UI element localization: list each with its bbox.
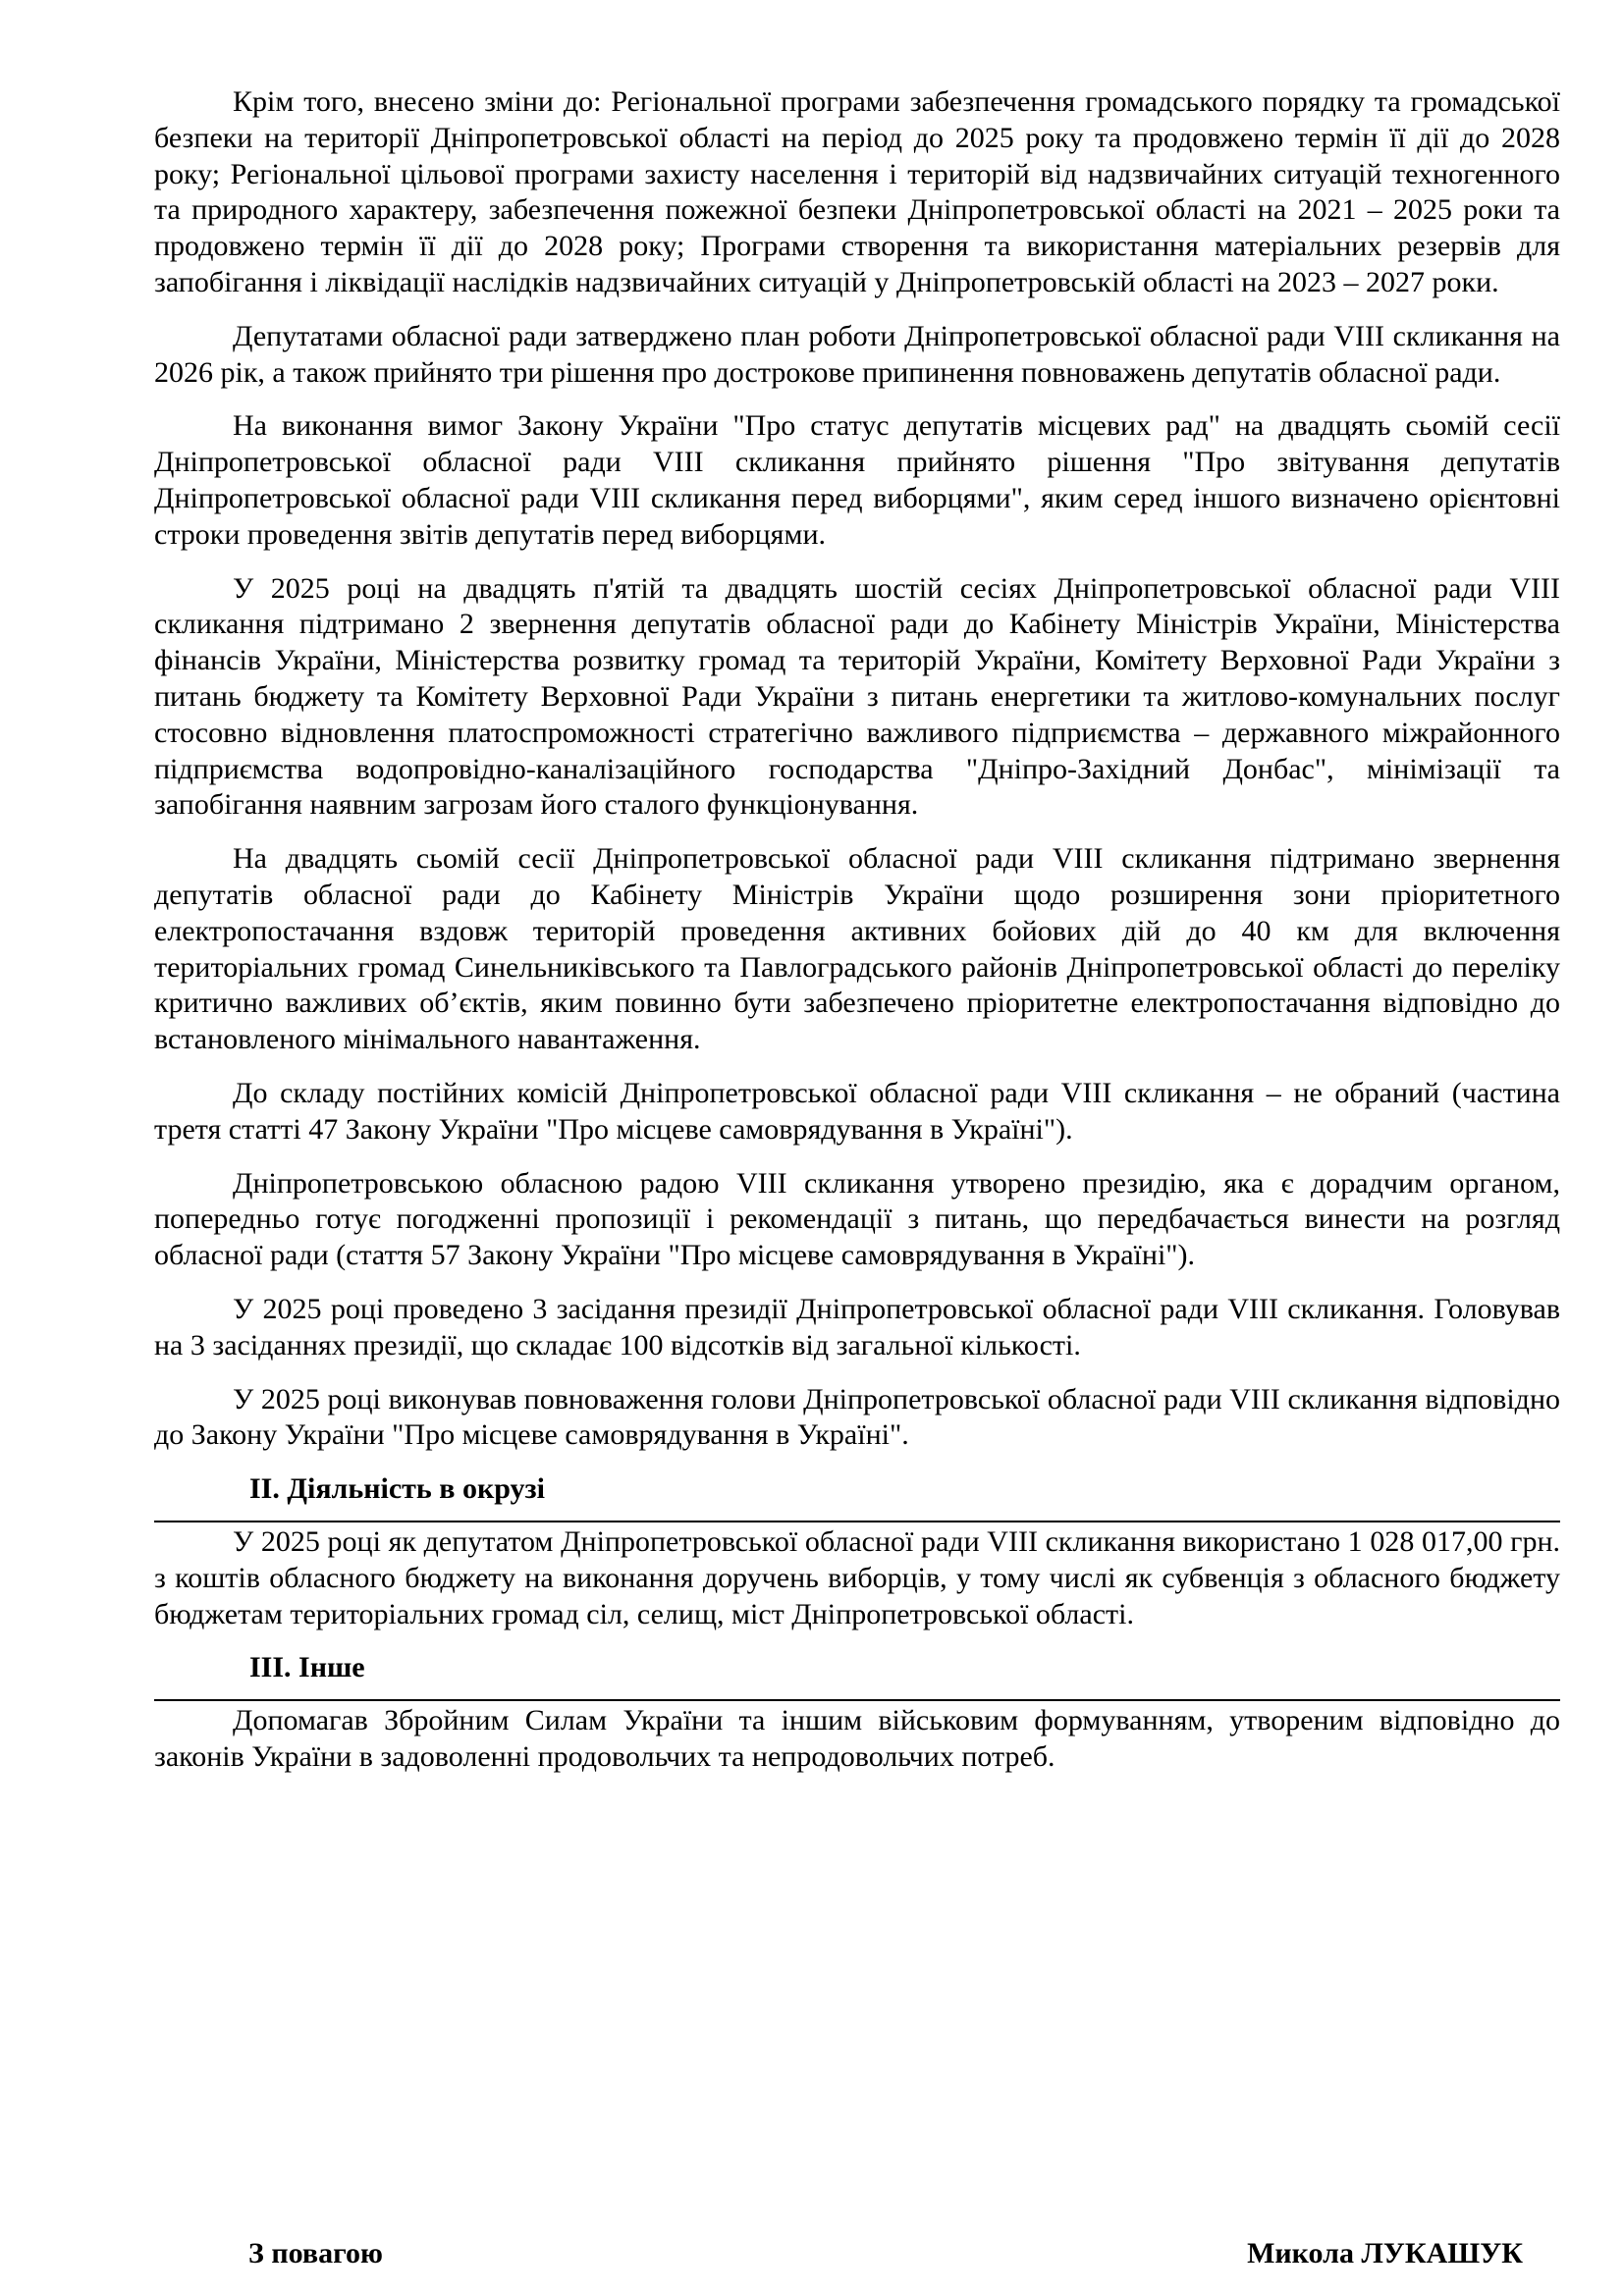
section-divider — [154, 1699, 1560, 1701]
paragraph-program-amendments: Крім того, внесено зміни до: Регіональної програми забезпечення громадського порядку та громадської безпеки на території Дніпропетровської області на період до 2025 року та продовжено термін її дії до 2028 року; Регіональної цільової програми захисту населення і територій від надзвичайних ситуацій техногенного та природного характеру, забезпечення пожежної безпеки Дніпропетровської області на 2021 – 2025 роки та продовжено термін її дії до 2028 року; Програми створення та використання матеріальних резервів для запобігання і ліквідації наслідків надзвичайних ситуацій у Дніпропетровській області на 2023 – 2027 роки. — [154, 85, 1560, 298]
paragraph-appeals-water-enterprise: У 2025 році на двадцять п'ятій та двадцять шостій сесіях Дніпропетровської обласної ради VIII скликання підтримано 2 звернення депутатів обласної ради до Кабінету Міністрів України, Міністерства фінансів України, Міністерства розвитку громад та територій України, Комітету Верховної Ради України з питань бюджету та Комітету Верховної Ради України з питань енергетики та житлово-комунальних послуг стосовно відновлення платоспроможності стратегічно важливого підприємства – державного міжрайонного підприємства водопровідно-каналізаційного господарства "Дніпро-Західний Донбас", мінімізації та запобігання наявним загрозам його сталого функціонування. — [154, 571, 1560, 822]
paragraph-standing-commissions: До складу постійних комісій Дніпропетровської обласної ради VIII скликання – не обраний (частина третя статті 47 Закону України "Про місцеве самоврядування в Україні"). — [154, 1076, 1560, 1146]
paragraph-district-funds: У 2025 році як депутатом Дніпропетровської обласної ради VIII скликання використано 1 028 017,00 грн. з коштів обласного бюджету на виконання доручень виборців, у тому числі як субвенція з обласного бюджету бюджетам територіальних громад сіл, селищ, міст Дніпропетровської області. — [154, 1525, 1560, 1630]
section-heading-district-activity: ІІ. Діяльність в окрузі — [249, 1472, 545, 1506]
paragraph-work-plan: Депутатами обласної ради затверджено план роботи Дніпропетровської обласної ради VIII скликання на 2026 рік, а також прийнято три рішення про дострокове припинення повноважень депутатів обласної ради. — [154, 319, 1560, 389]
paragraph-presidium-meetings: У 2025 році проведено 3 засідання президії Дніпропетровської обласної ради VIII скликання. Головував на 3 засіданнях президії, що складає 100 відсотків від загальної кількості. — [154, 1292, 1560, 1362]
signatory-name: Микола ЛУКАШУК — [1247, 2237, 1523, 2269]
section-heading-other: ІІІ. Інше — [249, 1651, 365, 1684]
paragraph-appeal-power-supply: На двадцять сьомій сесії Дніпропетровської обласної ради VIII скликання підтримано звернення депутатів обласної ради до Кабінету Міністрів України щодо розширення зони пріоритетного електропостачання вздовж територій проведення активних бойових дій до 40 км для включення територіальних громад Синельниківського та Павлоградського районів Дніпропетровської області до переліку критично важливих об’єктів, яким повинно бути забезпечено пріоритетне електропостачання відповідно до встановленого мінімального навантаження. — [154, 842, 1560, 1056]
section-divider — [154, 1521, 1560, 1522]
paragraph-armed-forces-support: Допомагав Збройним Силам України та іншим військовим формуванням, утвореним відповідно до законів України в задоволенні продовольчих та непродовольчих потреб. — [154, 1704, 1560, 1774]
document-body — [154, 84, 1560, 1793]
paragraph-chairman-duties: У 2025 році виконував повноваження голови Дніпропетровської обласної ради VIII скликання відповідно до Закону України "Про місцеве самоврядування в Україні". — [154, 1382, 1560, 1452]
paragraph-reporting-decision: На виконання вимог Закону України "Про статус депутатів місцевих рад" на двадцять сьомій сесії Дніпропетровської обласної ради VIII скликання прийнято рішення "Про звітування депутатів Дніпропетровської обласної ради VIII скликання перед виборцями", яким серед іншого визначено орієнтовні строки проведення звітів депутатів перед виборцями. — [154, 409, 1560, 551]
closing-phrase: З повагою — [248, 2237, 383, 2269]
paragraph-presidium: Дніпропетровською обласною радою VIII скликання утворено президію, яка є дорадчим органом, попередньо готує погодженні пропозиції і рекомендації з питань, що передбачається винести на розгляд обласної ради (стаття 57 Закону України "Про місцеве самоврядування в Україні"). — [154, 1166, 1560, 1272]
